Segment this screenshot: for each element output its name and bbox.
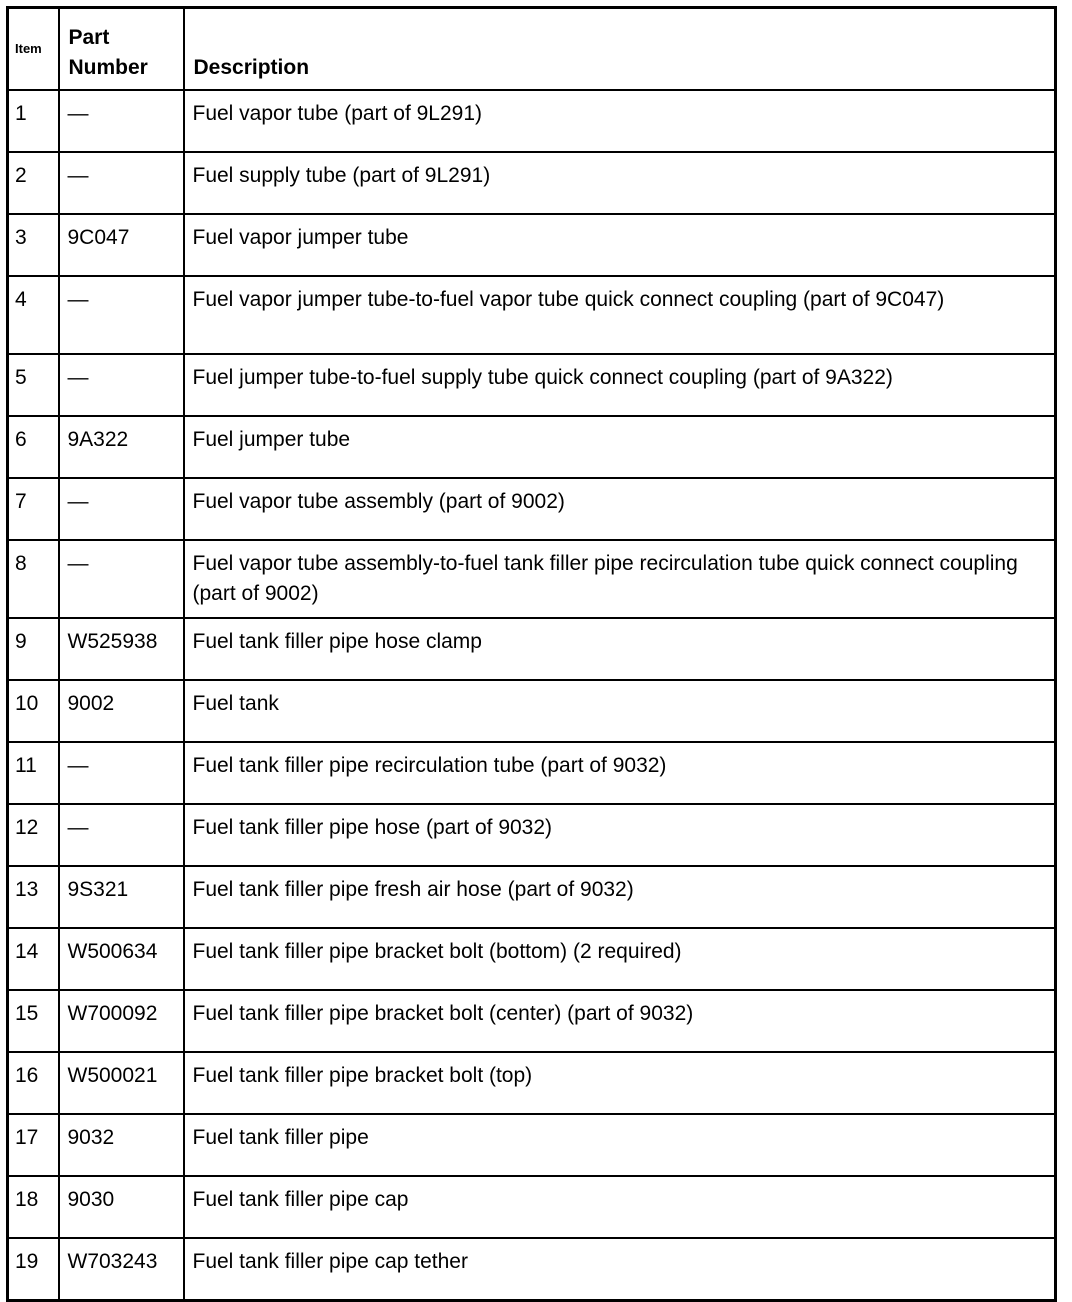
part-number-cell: —: [59, 742, 184, 804]
description-cell: Fuel tank filler pipe bracket bolt (bottom) (2 required): [184, 928, 1056, 990]
part-number-cell: —: [59, 152, 184, 214]
description-cell: Fuel tank filler pipe recirculation tube (part of 9032): [184, 742, 1056, 804]
part-number-cell: —: [59, 540, 184, 618]
part-number-cell: 9A322: [59, 416, 184, 478]
part-number-cell: 9002: [59, 680, 184, 742]
description-cell: Fuel vapor tube assembly (part of 9002): [184, 478, 1056, 540]
table-row: [8, 804, 1056, 866]
table-row: [8, 1114, 1056, 1176]
table-row: [8, 1052, 1056, 1114]
table-row: [8, 866, 1056, 928]
description-cell: Fuel tank: [184, 680, 1056, 742]
table-row: [8, 478, 1056, 540]
table-row: [8, 540, 1056, 618]
part-number-cell: 9030: [59, 1176, 184, 1238]
part-number-column-header: Part Number: [59, 8, 184, 91]
part-number-cell: —: [59, 354, 184, 416]
part-number-cell: W700092: [59, 990, 184, 1052]
description-cell: Fuel tank filler pipe cap tether: [184, 1238, 1056, 1301]
table-row: [8, 214, 1056, 276]
description-cell: Fuel tank filler pipe bracket bolt (top): [184, 1052, 1056, 1114]
item-number-cell: 5: [8, 354, 59, 416]
description-cell: Fuel tank filler pipe fresh air hose (part of 9032): [184, 866, 1056, 928]
item-number-cell: 1: [8, 90, 59, 152]
part-number-cell: W525938: [59, 618, 184, 680]
table-row: [8, 354, 1056, 416]
part-number-cell: 9032: [59, 1114, 184, 1176]
parts-table-header: [8, 8, 1056, 91]
table-row: [8, 680, 1056, 742]
description-cell: Fuel vapor tube (part of 9L291): [184, 90, 1056, 152]
table-row: [8, 276, 1056, 354]
part-number-cell: —: [59, 804, 184, 866]
table-row: [8, 742, 1056, 804]
item-number-cell: 4: [8, 276, 59, 354]
item-number-cell: 14: [8, 928, 59, 990]
part-number-cell: W500634: [59, 928, 184, 990]
item-number-cell: 18: [8, 1176, 59, 1238]
part-number-cell: —: [59, 478, 184, 540]
part-number-cell: —: [59, 276, 184, 354]
item-column-header: Item: [8, 8, 59, 91]
part-number-cell: 9S321: [59, 866, 184, 928]
item-number-cell: 2: [8, 152, 59, 214]
item-number-cell: 8: [8, 540, 59, 618]
description-cell: Fuel jumper tube: [184, 416, 1056, 478]
item-number-cell: 17: [8, 1114, 59, 1176]
part-number-cell: —: [59, 90, 184, 152]
parts-table: [6, 6, 1057, 1302]
description-cell: Fuel jumper tube-to-fuel supply tube quick connect coupling (part of 9A322): [184, 354, 1056, 416]
item-number-cell: 12: [8, 804, 59, 866]
table-row: [8, 1238, 1056, 1301]
item-number-cell: 11: [8, 742, 59, 804]
description-cell: Fuel tank filler pipe hose clamp: [184, 618, 1056, 680]
part-number-cell: W703243: [59, 1238, 184, 1301]
description-cell: Fuel tank filler pipe: [184, 1114, 1056, 1176]
parts-list-sheet: [6, 6, 1057, 1302]
table-row: [8, 928, 1056, 990]
description-cell: Fuel vapor tube assembly-to-fuel tank filler pipe recirculation tube quick connect coupling (part of 9002): [184, 540, 1056, 618]
item-number-cell: 10: [8, 680, 59, 742]
table-row: [8, 1176, 1056, 1238]
parts-table-body: [8, 90, 1056, 1301]
description-cell: Fuel supply tube (part of 9L291): [184, 152, 1056, 214]
table-row: [8, 416, 1056, 478]
item-number-cell: 15: [8, 990, 59, 1052]
header-row: [8, 8, 1056, 91]
description-column-header: Description: [184, 8, 1056, 91]
item-number-cell: 9: [8, 618, 59, 680]
table-row: [8, 990, 1056, 1052]
description-cell: Fuel tank filler pipe hose (part of 9032): [184, 804, 1056, 866]
part-number-cell: W500021: [59, 1052, 184, 1114]
description-cell: Fuel vapor jumper tube: [184, 214, 1056, 276]
item-number-cell: 6: [8, 416, 59, 478]
item-number-cell: 16: [8, 1052, 59, 1114]
table-row: [8, 152, 1056, 214]
description-cell: Fuel tank filler pipe bracket bolt (center) (part of 9032): [184, 990, 1056, 1052]
item-number-cell: 19: [8, 1238, 59, 1301]
description-cell: Fuel tank filler pipe cap: [184, 1176, 1056, 1238]
part-number-cell: 9C047: [59, 214, 184, 276]
item-number-cell: 3: [8, 214, 59, 276]
description-cell: Fuel vapor jumper tube-to-fuel vapor tube quick connect coupling (part of 9C047): [184, 276, 1056, 354]
item-number-cell: 13: [8, 866, 59, 928]
item-number-cell: 7: [8, 478, 59, 540]
table-row: [8, 90, 1056, 152]
table-row: [8, 618, 1056, 680]
